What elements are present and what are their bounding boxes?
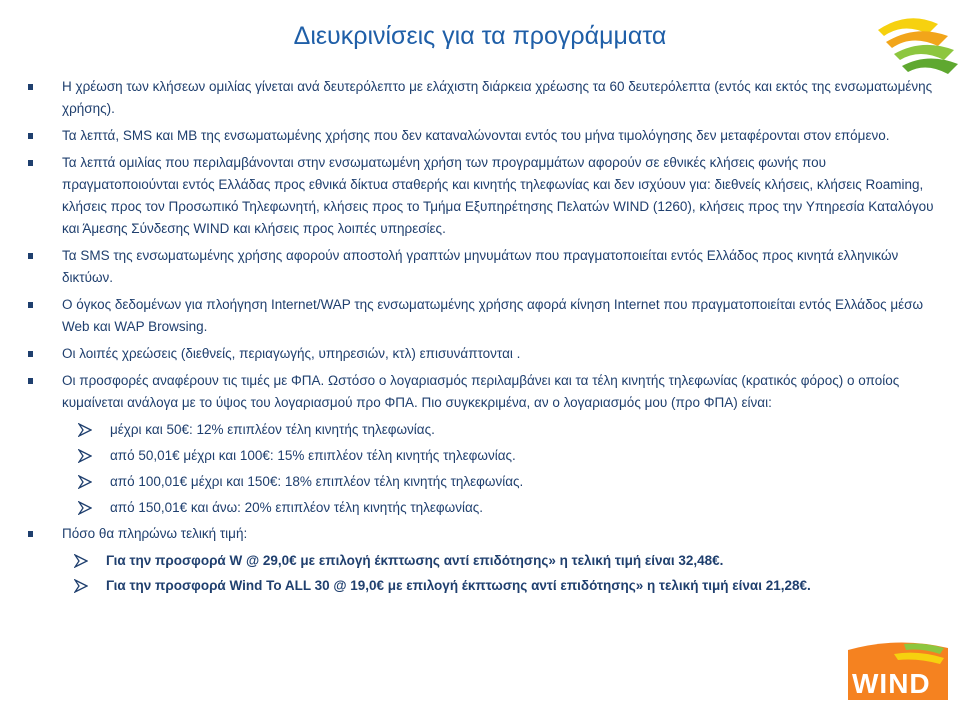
final-price-text: Για την προσφορά W @ 29,0€ με επιλογή έκπτωσης αντί επιδότησης» η τελική τιμή είναι 32,48€.: [106, 553, 724, 568]
tier-item: [28, 445, 943, 467]
tier-item: [28, 497, 943, 519]
tier-text: από 50,01€ μέχρι και 100€: 15% επιπλέον τέλη κινητής τηλεφωνίας.: [110, 448, 516, 463]
list-item: [28, 152, 943, 240]
content-area: [28, 76, 943, 600]
question-text: Πόσο θα πληρώνω τελική τιμή:: [62, 526, 248, 541]
arrowhead-bullet-icon: [78, 423, 92, 437]
bullet-square-icon: [28, 160, 33, 166]
arrowhead-bullet-icon: [74, 579, 88, 593]
bullet-square-icon: [28, 84, 33, 90]
bullet-text: Οι λοιπές χρεώσεις (διεθνείς, περιαγωγής, υπηρεσιών, κτλ) επισυνάπτονται .: [62, 346, 521, 361]
final-price-item: [28, 550, 943, 572]
tier-item: [28, 419, 943, 441]
list-item: [28, 245, 943, 289]
bullet-text: Τα SMS της ενσωματωμένης χρήσης αφορούν αποστολή γραπτών μηνυμάτων που πραγματοποιείται εντός Ελλάδος προς κινητά ελληνικών δικτύων.: [62, 248, 899, 285]
list-item: [28, 343, 943, 365]
bullet-square-icon: [28, 253, 33, 259]
bullet-text: Τα λεπτά, SMS και MB της ενσωματωμένης χρήσης που δεν καταναλώνονται εντός του μήνα τιμολόγησης δεν μεταφέρονται στον επόμενο.: [62, 128, 890, 143]
list-item: [28, 523, 943, 545]
list-item: [28, 125, 943, 147]
arrowhead-bullet-icon: [74, 554, 88, 568]
list-item: [28, 294, 943, 338]
arrowhead-bullet-icon: [78, 449, 92, 463]
final-price-text: Για την προσφορά Wind To ALL 30 @ 19,0€ με επιλογή έκπτωσης αντί επιδότησης» η τελική τιμή είναι 21,28€.: [106, 578, 811, 593]
bullet-square-icon: [28, 351, 33, 357]
arrowhead-bullet-icon: [78, 475, 92, 489]
bullet-square-icon: [28, 531, 33, 537]
bullet-square-icon: [28, 378, 33, 384]
arrowhead-bullet-icon: [78, 501, 92, 515]
tier-text: από 150,01€ και άνω: 20% επιπλέον τέλη κινητής τηλεφωνίας.: [110, 500, 484, 515]
tier-text: μέχρι και 50€: 12% επιπλέον τέλη κινητής τηλεφωνίας.: [110, 422, 435, 437]
bullet-square-icon: [28, 302, 33, 308]
tier-item: [28, 471, 943, 493]
list-item: [28, 76, 943, 120]
final-price-item: [28, 575, 943, 597]
bullet-text: Ο όγκος δεδομένων για πλοήγηση Internet/WAP της ενσωματωμένης χρήσης αφορά κίνηση Internet που πραγματοποιείται εντός Ελλάδος μέσω Web και WAP Browsing.: [62, 297, 924, 334]
bullet-square-icon: [28, 133, 33, 139]
wind-logo-text: WIND: [852, 668, 931, 699]
tier-text: από 100,01€ μέχρι και 150€: 18% επιπλέον τέλη κινητής τηλεφωνίας.: [110, 474, 524, 489]
bullet-text: Οι προσφορές αναφέρουν τις τιμές με ΦΠΑ. Ωστόσο ο λογαριασμός περιλαμβάνει και τα τέλη κινητής τηλεφωνίας (κρατικός φόρος) ο οποίος κυμαίνεται ανάλογα με το ύψος του λογαριασμού προ ΦΠΑ. Πιο συγκεκριμένα, αν ο λογαριασμός μου (προ ΦΠΑ) είναι:: [62, 373, 900, 410]
bullet-text: Τα λεπτά ομιλίας που περιλαμβάνονται στην ενσωματωμένη χρήση των προγραμμάτων αφορούν σε εθνικές κλήσεις φωνής που πραγματοποιούνται εντός Ελλάδας προς εθνικά δίκτυα σταθερής και κινητής τηλεφωνίας και δεν ισχύουν για: διεθνείς κλήσεις, κλήσεις Roaming, κλήσεις προς τον Προσωπικό Τηλεφωνητή, κλήσεις προς το Τμήμα Εξυπηρέτησης Πελατών WIND (1260), κλήσεις προς την Υπηρεσία Καταλόγου και Άμεσης Σύνδεσης WIND και κλήσεις προς λοιπές υπηρεσίες.: [62, 155, 934, 236]
page-title: Διευκρινίσεις για τα προγράμματα: [293, 22, 667, 50]
list-item: [28, 370, 943, 414]
bullet-text: Η χρέωση των κλήσεων ομιλίας γίνεται ανά δευτερόλεπτο με ελάχιστη διάρκεια χρέωσης τα 60 δευτερόλεπτα (εντός και εκτός της ενσωματωμένης χρήσης).: [62, 79, 933, 116]
